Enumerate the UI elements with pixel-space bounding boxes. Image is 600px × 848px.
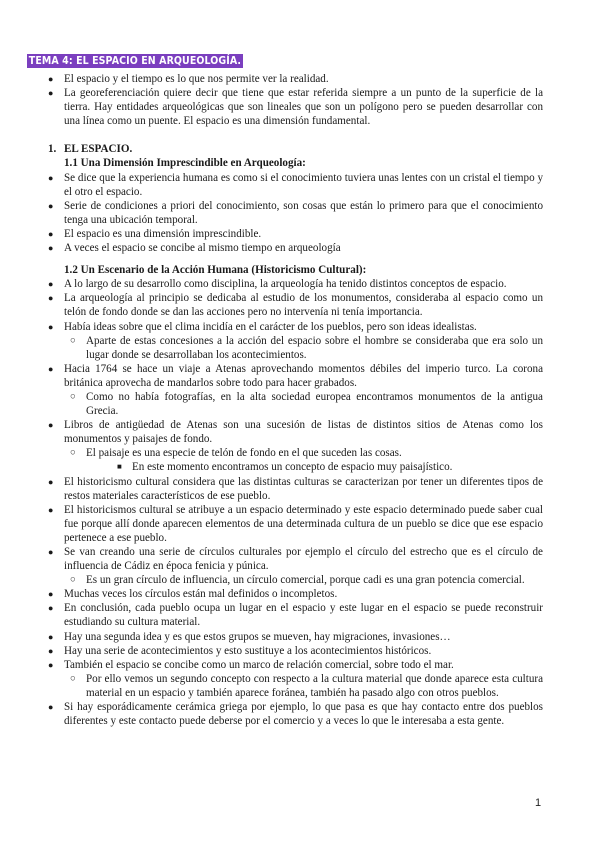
list-item: ● A veces el espacio se concibe al mismo tiempo en arqueología xyxy=(48,241,543,255)
sub-list-item: ○ El paisaje es una especie de telón de fondo en el que suceden las cosas. xyxy=(48,446,543,460)
sub-list-item: ○ Por ello vemos un segundo concepto con respecto a la cultura material que donde aparece esta cultura material en un espacio y también aparece foránea, también ha pasado algo con otros pueblos. xyxy=(48,672,543,700)
document-body xyxy=(48,72,543,728)
section-title: EL ESPACIO. xyxy=(64,143,133,156)
subsection-heading-1-1: 1.1 Una Dimensión Imprescindible en Arqueología: xyxy=(64,157,306,170)
list-item: ● A lo largo de su desarrollo como disciplina, la arqueología ha tenido distintos conceptos de espacio. xyxy=(48,277,543,291)
sub-sub-list-item: ■ En este momento encontramos un concepto de espacio muy paisajístico. xyxy=(48,460,543,474)
intro-list xyxy=(48,72,543,128)
list-item: ● El historicismos cultural se atribuye a un espacio determinado y este espacio determinado puede saber cual fue porque allí donde aparecen elementos de una determinada cultura de un pueblo se dice que ese espacio pertenece a ese pueblo. xyxy=(48,503,543,545)
list-item: ● También el espacio se concibe como un marco de relación comercial, sobre todo el mar. xyxy=(48,658,543,672)
list-item: ● Muchas veces los círculos están mal definidos o incompletos. xyxy=(48,587,543,601)
spacer xyxy=(48,128,543,142)
list-item: ● Se dice que la experiencia humana es como si el conocimiento tuviera unas lentes con un cristal el tiempo y el otro el espacio. xyxy=(48,171,543,199)
list-item: ● Se van creando una serie de círculos culturales por ejemplo el círculo del estrecho que es el círculo de influencia de Cádiz en época fenicia y púnica. xyxy=(48,545,543,573)
list-item: ● El espacio es una dimensión imprescindible. xyxy=(48,227,543,241)
list-item: ● Serie de condiciones a priori del conocimiento, son cosas que están lo primero para que el conocimiento tenga una ubicación temporal. xyxy=(48,199,543,227)
intro-bullet: ● El espacio y el tiempo es lo que nos permite ver la realidad. xyxy=(48,72,543,86)
spacer xyxy=(48,255,543,263)
title-highlight: TEMA 4: EL ESPACIO EN ARQUEOLOGÍA. xyxy=(28,55,242,67)
document-title xyxy=(27,55,243,67)
list-item: ● El historicismo cultural considera que las distintas culturas se caracterizan por tener un diferentes tipos de restos materiales característicos de ese pueblo. xyxy=(48,475,543,503)
subsection-1-1-list xyxy=(48,171,543,256)
page-number: 1 xyxy=(535,797,542,809)
list-item: ● En conclusión, cada pueblo ocupa un lugar en el espacio y este lugar en el espacio se puede reconstruir estudiando su cultura material. xyxy=(48,601,543,629)
section-number: 1. xyxy=(48,143,57,156)
sub-list-item: ○ Como no había fotografías, en la alta sociedad europea encontramos monumentos de la antigua Grecia. xyxy=(48,390,543,418)
sub-list-item: ○ Es un gran círculo de influencia, un círculo comercial, porque cadi es una gran potencia comercial. xyxy=(48,573,543,587)
section-heading xyxy=(48,142,543,156)
list-item: ● Si hay esporádicamente cerámica griega por ejemplo, lo que pasa es que hay contacto entre dos pueblos diferentes y este contacto puede deberse por el comercio y a veces lo que le interesaba a esta gente. xyxy=(48,700,543,728)
subsection-heading-1-2: 1.2 Un Escenario de la Acción Humana (Historicismo Cultural): xyxy=(64,264,367,277)
list-item: ● Libros de antigüedad de Atenas son una sucesión de listas de distintos sitios de Atenas como los monumentos y paisajes de fondo. xyxy=(48,418,543,446)
list-item: ● La arqueología al principio se dedicaba al estudio de los monumentos, consideraba al espacio como un telón de fondo donde se dan las acciones pero no intervenía ni tenía importancia. xyxy=(48,291,543,319)
list-item: ● Hay una serie de acontecimientos y esto sustituye a los acontecimientos históricos. xyxy=(48,644,543,658)
subsection-1-2-list xyxy=(48,277,543,728)
list-item: ● Hay una segunda idea y es que estos grupos se mueven, hay migraciones, invasiones… xyxy=(48,630,543,644)
list-item: ● Había ideas sobre que el clima incidía en el carácter de los pueblos, pero son ideas idealistas. xyxy=(48,320,543,334)
intro-bullet: ● La georeferenciación quiere decir que tiene que estar referida siempre a un punto de la superficie de la tierra. Hay entidades arqueológicas que son lineales que son un polígono pero se pueden desarrollar con una línea como un puente. El espacio es una dimensión fundamental. xyxy=(48,86,543,128)
sub-list-item: ○ Aparte de estas concesiones a la acción del espacio sobre el hombre se consideraba que era solo un lugar donde se desarrollaban los acontecimientos. xyxy=(48,334,543,362)
list-item: ● Hacia 1764 se hace un viaje a Atenas aprovechando momentos débiles del imperio turco. La corona británica aprovecha de mandarlos sobre todo para hacer grabados. xyxy=(48,362,543,390)
